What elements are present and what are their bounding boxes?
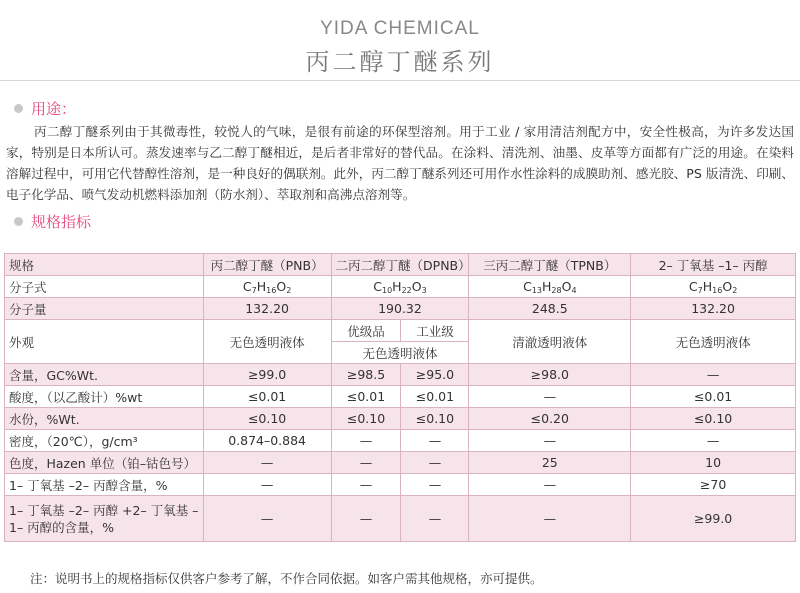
table-row — [5, 496, 796, 542]
table-cell: 132.20 — [203, 298, 331, 320]
table-cell: ≤0.10 — [331, 408, 401, 430]
table-cell: ≤0.10 — [401, 408, 469, 430]
row-label: 水份，%Wt. — [5, 408, 204, 430]
table-cell: — — [401, 452, 469, 474]
table-row — [5, 386, 796, 408]
table-cell: 无色透明液体 — [331, 342, 469, 364]
section-heading-usage-label: 用途： — [31, 100, 77, 118]
table-cell: 132.20 — [631, 298, 796, 320]
spec-table — [4, 253, 796, 542]
table-cell: ≥70 — [631, 474, 796, 496]
table-cell: 0.874–0.884 — [203, 430, 331, 452]
row-label: 色度，Hazen 单位（铂–钴色号） — [5, 452, 204, 474]
table-cell: ≤0.10 — [631, 408, 796, 430]
section-heading-spec — [14, 211, 91, 232]
row-label: 外观 — [5, 320, 204, 364]
table-cell: 248.5 — [469, 298, 631, 320]
table-cell: — — [401, 474, 469, 496]
row-label: 含量，GC%Wt. — [5, 364, 204, 386]
table-cell: — — [331, 474, 401, 496]
row-label: 1– 丁氧基 –2– 丙醇 +2– 丁氧基 –1– 丙醇的含量，% — [5, 496, 204, 542]
table-cell: — — [631, 430, 796, 452]
table-cell: — — [401, 496, 469, 542]
table-cell: 无色透明液体 — [203, 320, 331, 364]
table-cell: ≤0.10 — [203, 408, 331, 430]
section-heading-spec-label: 规格指标 — [31, 213, 92, 231]
header-cell-spec: 规格 — [5, 254, 204, 276]
table-cell: ≤0.01 — [203, 386, 331, 408]
table-cell: — — [401, 430, 469, 452]
brand-name: YIDA CHEMICAL — [320, 18, 480, 39]
table-cell: — — [469, 496, 631, 542]
table-cell: — — [469, 474, 631, 496]
page-title: 丙二醇丁醚系列 — [305, 48, 495, 76]
formula-cell: $C_{10}H_{22}O_3$ — [331, 276, 469, 298]
table-cell: 25 — [469, 452, 631, 474]
table-cell: — — [469, 386, 631, 408]
header-cell-pnb: 丙二醇丁醚（PNB） — [203, 254, 331, 276]
table-cell: — — [331, 452, 401, 474]
row-label: 分子式 — [5, 276, 204, 298]
table-cell: 10 — [631, 452, 796, 474]
grade-premium-cell: 优级品 — [331, 320, 401, 342]
table-header-row — [5, 254, 796, 276]
bullet-dot-icon — [14, 104, 23, 113]
table-cell: ≤0.01 — [631, 386, 796, 408]
header-cell-tpnb: 三丙二醇丁醚（TPNB） — [469, 254, 631, 276]
table-cell: ≤0.01 — [331, 386, 401, 408]
table-cell: ≥99.0 — [203, 364, 331, 386]
table-cell: 190.32 — [331, 298, 469, 320]
table-row — [5, 474, 796, 496]
footnote: 注：说明书上的规格指标仅供客户参考了解，不作合同依据。如客户需其他规格，亦可提供。 — [30, 571, 543, 586]
table-cell: — — [469, 430, 631, 452]
section-heading-usage — [14, 98, 76, 119]
table-row — [5, 364, 796, 386]
header-divider — [0, 80, 800, 81]
table-cell: — — [631, 364, 796, 386]
usage-paragraph: 丙二醇丁醚系列由于其微毒性，较悦人的气味，是很有前途的环保型溶剂。用于工业 / 家用清洁剂配方中，安全性极高，为许多发达国家，特别是日本所认可。蒸发速率与乙二醇丁醚相近，是后者非常好的替代品。在涂料、清洗剂、油墨、皮革等方面都有广泛的用途。在染料溶解过程中，可用它代替醇性溶剂，是一种良好的偶联剂。此外，丙二醇丁醚系列还可用作水性涂料的成膜助剂、感光胶、PS 版清洗、印刷、电子化学品、喷气发动机燃料添加剂（防水剂）、萃取剂和高沸点溶剂等。 — [6, 124, 794, 202]
row-label: 分子量 — [5, 298, 204, 320]
formula-cell: $C_7H_{16}O_2$ — [631, 276, 796, 298]
table-cell: ≥98.0 — [469, 364, 631, 386]
table-cell: ≥98.5 — [331, 364, 401, 386]
table-row-appearance — [5, 320, 796, 342]
table-row — [5, 452, 796, 474]
table-cell: ≥95.0 — [401, 364, 469, 386]
table-cell: — — [331, 430, 401, 452]
table-cell: — — [203, 452, 331, 474]
formula-cell: $C_7H_{16}O_2$ — [203, 276, 331, 298]
table-row — [5, 430, 796, 452]
row-label: 酸度，（以乙酸计）%wt — [5, 386, 204, 408]
bullet-dot-icon — [14, 217, 23, 226]
table-cell: ≤0.01 — [401, 386, 469, 408]
row-label: 1– 丁氧基 –2– 丙醇含量，% — [5, 474, 204, 496]
table-cell: 清澈透明液体 — [469, 320, 631, 364]
table-row-formula — [5, 276, 796, 298]
formula-cell: $C_{13}H_{28}O_4$ — [469, 276, 631, 298]
table-row-mw — [5, 298, 796, 320]
header-cell-butoxypropanol: 2– 丁氧基 –1– 丙醇 — [631, 254, 796, 276]
table-cell: — — [331, 496, 401, 542]
header-cell-dpnb: 二丙二醇丁醚（DPNB） — [331, 254, 469, 276]
table-cell: — — [203, 474, 331, 496]
table-cell: ≥99.0 — [631, 496, 796, 542]
table-cell: ≤0.20 — [469, 408, 631, 430]
table-row — [5, 408, 796, 430]
table-cell: 无色透明液体 — [631, 320, 796, 364]
table-cell: — — [203, 496, 331, 542]
row-label: 密度，（20℃），g/cm³ — [5, 430, 204, 452]
grade-industrial-cell: 工业级 — [401, 320, 469, 342]
